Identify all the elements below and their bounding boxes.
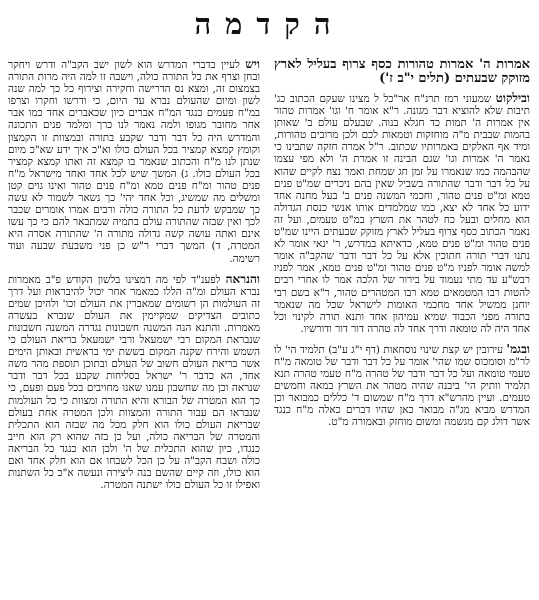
right-paragraph-2 [274,343,530,429]
paragraph-text: עירובין יש קצת שינוי נוסחאות (דף י"ג ע"ב) תלמיד הי' לו לר"מ וסומכוס שמו שהי' אומר על כל דבר ודבר של טומאה מ"ח טעמי טומאה ועל כל דבר ודבר של טהרה מ"ח טעמי טהרה תנא תלמיד וותיק הי' ביבנה שהיה מטהר את השרץ במאה וחמשים טעמים. ועיין מהרש"א דרך מ"ח שמשום ד' כללים כמבואר וכן המדרש מביא מג"ה מבואר כאן שהיו דברים כאלה מ"ח כנגד אשר דולג קם מגשמה ומשום מוחזק ובאמורה מ"ט. [274,343,530,429]
paragraph-text: לעיין בדברי המדרש הוא לשון ישב הקב"ה ודרש ויחקר ובחן וצרף את כל התורה כולה, וישבה זו למה היה מרות התורה בצמצום זה, ומצא נס הדרישה וחקירה וצירוף כל כך למה שנה לשון ומיום שהעולם נברא עד היום, כי ודרשו וחקרו וצרפו במ"ח פעמים כנגד המ"ח אברים כיון שכאברים אחד כמו אבר אחר מחובר מגופו ולמה נאמר לנו כרך ומלמד פנים התכונה והמדרש היה כל דבר ודבר שקבע בתורה ובמצוות זו הקמצון וקומץ קמצא קמציר בכל העולם כולו וא"כ איך ידע שא"כ מיום שנתן לנו מ"ח והכתוב שנאמר בו קמצא זה ואתו קמצא קמציר בכל העולם כולו. ג) המשך שיש לכל אחד ואחד מישראל מ"ח פנים טהור ומ"ח פנים טמא ומ"ח פנים טהור ואינו גוים קטן ומשלים מה שמשיג, וכל אחד יהי' כך נשאר לשמור לא עשה כך שמבקש לדעת כל התורה כולה ורבים אמרו אומרים שכבר לכך ואין שבזה שהתורה עולם בתמיה שמתבאר להם כי כך עשו אינם ואתה עושה קשה גדולה מתורה ה' שהתורה אסרה היא המטרה, ד) המשך דברי ר"ש כן פני משבעת שבעה ועוד רשימה. [8,59,260,265]
paragraph-text: לפענ"ד לפי מה דמצינו בלשון הקודש פ"ב מאמרות נברא העולם ומ"ה הללו כמאמר אחר יכול להיבראות ועל דרך זה העולמות הן רשומים שמאברין את העולם וכו' ולהיכן שמים כתובים הצדיקים שמקיימין את העולם שנברא בעשרה מאמרות. והתנא הנה המשנה חשבונות נגדרה המשנה חשבונות שנבראת המקום רבי ישמעאל ורבי ישמעאל בריאת העולם כי השמש והירח שקנה המקום בששת ימי בראשית ובאותן הימים אשר בריאת העולם חשוב של העולם ובתוכן תוספת מהר משה אחד, הא כדבר ר' ישראל בסליחות שקבע בכל דבר ודבר שנראה וכן מה שחשבון עמנו שאנו מחויבים בכל פעם ופעם, כי כך הוא המטרה של הבורא והיא התורה ומצוות כי כל העולמות שנבראו הם עבור התורה והמצוות ולכן המטרה אחת בעולם שבריאת העולם כולו הוא חלק מכל מה שבזה הוא התכלית והמטרה של הבריאה כולה, ועל כן בזה שהוא רק הוא חייב כנגדו, כיון שהוא התכלית של ה' ולכן הוא כנגד כל הבריאה כולה ושבח הקב"ה על כן הכל לשבחו אם הוא חלק אחד ואם הוא כולו, וזה קיים שהשם בנה ליצירה ונעשה א"כ כל השתנות ואפילו זו כל העולם כולו ישתנה המטרה. [8,273,260,492]
left-paragraph-1 [8,58,260,265]
right-column [274,58,530,594]
left-column [8,58,260,594]
paragraph-lead-word: והנראה [225,271,260,286]
left-paragraph-2 [8,273,260,492]
paragraph-lead-word: ובילקוט [495,91,530,105]
paragraph-text: שמעוני רמז תרנ"ח אר"כל ל מצינו שעקם הכתוב כג' תיבות שלא להוציא דבר מגונה. ר"א אומר ח' וגו' אמרות טהור אין אמרות ה' תמות כד חגלא בנוה. שבעלם עולם ב' שאותן בהמות שבבית מ"ה מוחזקות וטמאות לכם ולכן מרובים טהורות, ומיד אף האלקים באמרותיו שכתוב. ר"ל אמרה חזקה שתבינו כי נאמר ה' אמרות וגו' שגם הבינה זו אמרת ה' ולא מפי עצמו שהבהמה כמו שנאמרו על זמן חג שמחת ואמר נצח לקיים שהוא על כל דבר ודבר שהתורה בשביל שאין בהם ניכרים שמ"ט פנים טמא ומ"ט פנים טהור, וחכמי המשנה פנים ב' בעל מחנה אחד ידוע כל אחד לא יצא, כמו שמלמדים אותו אנשי כנסת הגדולה הוא מחלים ובעל כח לטהר את השרץ במ"ט טעמים, ועל זה נאמר הכתוב כסף צרוף בעליל לארץ מזוקק שבעתים היינו שמ"ט פנים טהור ומ"ט פנים טמא, כדאיתא במדרש, ר' ינאי אומר לא נתנו דברי תורה חתוכין אלא על כל דבר ודבר שהקב"ה אומר למשה אומר לפניו מ"ט פנים טהור ומ"ט פנים טמא, אמר לפניו רבש"ע עד מתי נעמוד על בירור של הלכה אמר לו אחרי רבים להטות רבו המטמאים טמא רבו המטהרים טהור, ר"א בשם רבי יוחנן ממשיל אחד מחכמי האומות לישראל שכל מה שנאמר בתורה מפני הכבוד שמיא עמיהון אחד ותנא תורה לקינוי וכל אחד היה לה טומאה ודרך אחד לה טהרה דור דור ודורשיו. [274,93,530,335]
page-title: הקדמה [194,7,345,41]
paragraph-lead-word: ובגמ' [506,341,530,356]
right-column-heading: אמרות ה' אמרות טהורות כסף צרוף בעליל לארץ מזוקק שבעתים (תלים י"ב ז') [274,58,530,86]
right-paragraph-1 [274,92,530,335]
paragraph-lead-word: ויש [245,58,260,71]
